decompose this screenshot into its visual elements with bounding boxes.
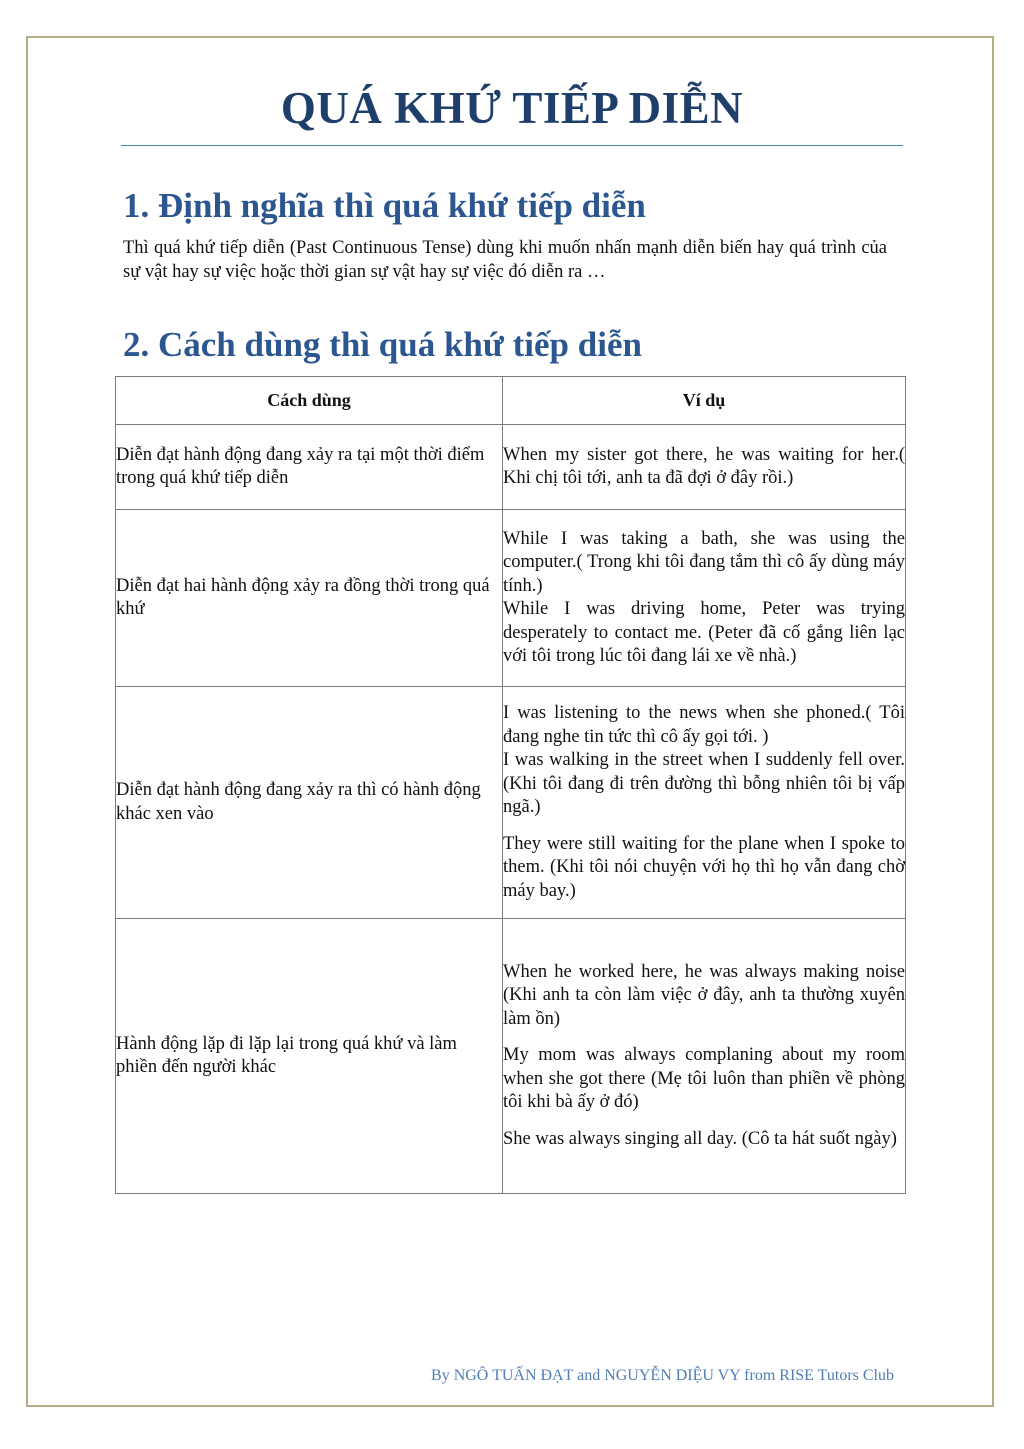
usage-cell: Diễn đạt hành động đang xảy ra tại một thời điểm trong quá khứ tiếp diễn: [116, 425, 503, 510]
table-row: [116, 919, 906, 1194]
example-text: My mom was always complaning about my room when she got there (Mẹ tôi luôn than phiền về phòng tôi khi bà ấy ở đó): [503, 1045, 905, 1113]
table-row: [116, 425, 906, 510]
header-example: Ví dụ: [503, 377, 906, 425]
usage-cell: Diễn đạt hai hành động xảy ra đồng thời trong quá khứ: [116, 510, 503, 687]
definition-paragraph: Thì quá khứ tiếp diễn (Past Continuous Tense) dùng khi muốn nhấn mạnh diễn biến hay quá trình của sự vật hay sự việc hoặc thời gian sự vật hay sự việc đó diễn ra …: [123, 238, 887, 282]
usage-cell: Hành động lặp đi lặp lại trong quá khứ và làm phiền đến người khác: [116, 919, 503, 1194]
example-text: She was always singing all day. (Cô ta hát suốt ngày): [503, 1128, 897, 1149]
example-text: I was listening to the news when she phoned.( Tôi đang nghe tin tức thì cô ấy gọi tới. ): [503, 703, 905, 747]
section-definition-heading: 1. Định nghĩa thì quá khứ tiếp diễn: [123, 186, 646, 225]
section-usage-heading: 2. Cách dùng thì quá khứ tiếp diễn: [123, 325, 642, 364]
example-cell: [503, 425, 906, 510]
example-text: When my sister got there, he was waiting for her.( Khi chị tôi tới, anh ta đã đợi ở đây rồi.): [503, 444, 905, 488]
example-text: While I was taking a bath, she was using the computer.( Trong khi tôi đang tắm thì cô ấy dùng máy tính.): [503, 528, 905, 596]
table-header-row: [116, 377, 906, 425]
table-row: [116, 510, 906, 687]
example-cell: [503, 510, 906, 687]
table-row: [116, 687, 906, 919]
example-text: When he worked here, he was always making noise (Khi anh ta còn làm việc ở đây, anh ta thường xuyên làm ồn): [503, 961, 905, 1029]
usage-cell: Diễn đạt hành động đang xảy ra thì có hành động khác xen vào: [116, 687, 503, 919]
footer-credit: By NGÔ TUẤN ĐẠT and NGUYỄN DIỆU VY from RISE Tutors Club: [431, 1367, 894, 1384]
example-text: They were still waiting for the plane when I spoke to them. (Khi tôi nói chuyện với họ thì họ vẫn đang chờ máy bay.): [503, 833, 905, 901]
example-text: I was walking in the street when I suddenly fell over. (Khi tôi đang đi trên đường thì bỗng nhiên tôi bị vấp ngã.): [503, 750, 905, 817]
usage-table: [115, 376, 906, 1194]
title-underline: [121, 145, 903, 146]
example-cell: [503, 687, 906, 919]
header-usage: Cách dùng: [116, 377, 503, 425]
document-title: QUÁ KHỨ TIẾP DIỄN: [280, 83, 744, 133]
example-text: While I was driving home, Peter was trying desperately to contact me. (Peter đã cố gắng liên lạc với tôi trong lúc tôi đang lái xe về nhà.): [503, 599, 905, 666]
example-cell: [503, 919, 906, 1194]
